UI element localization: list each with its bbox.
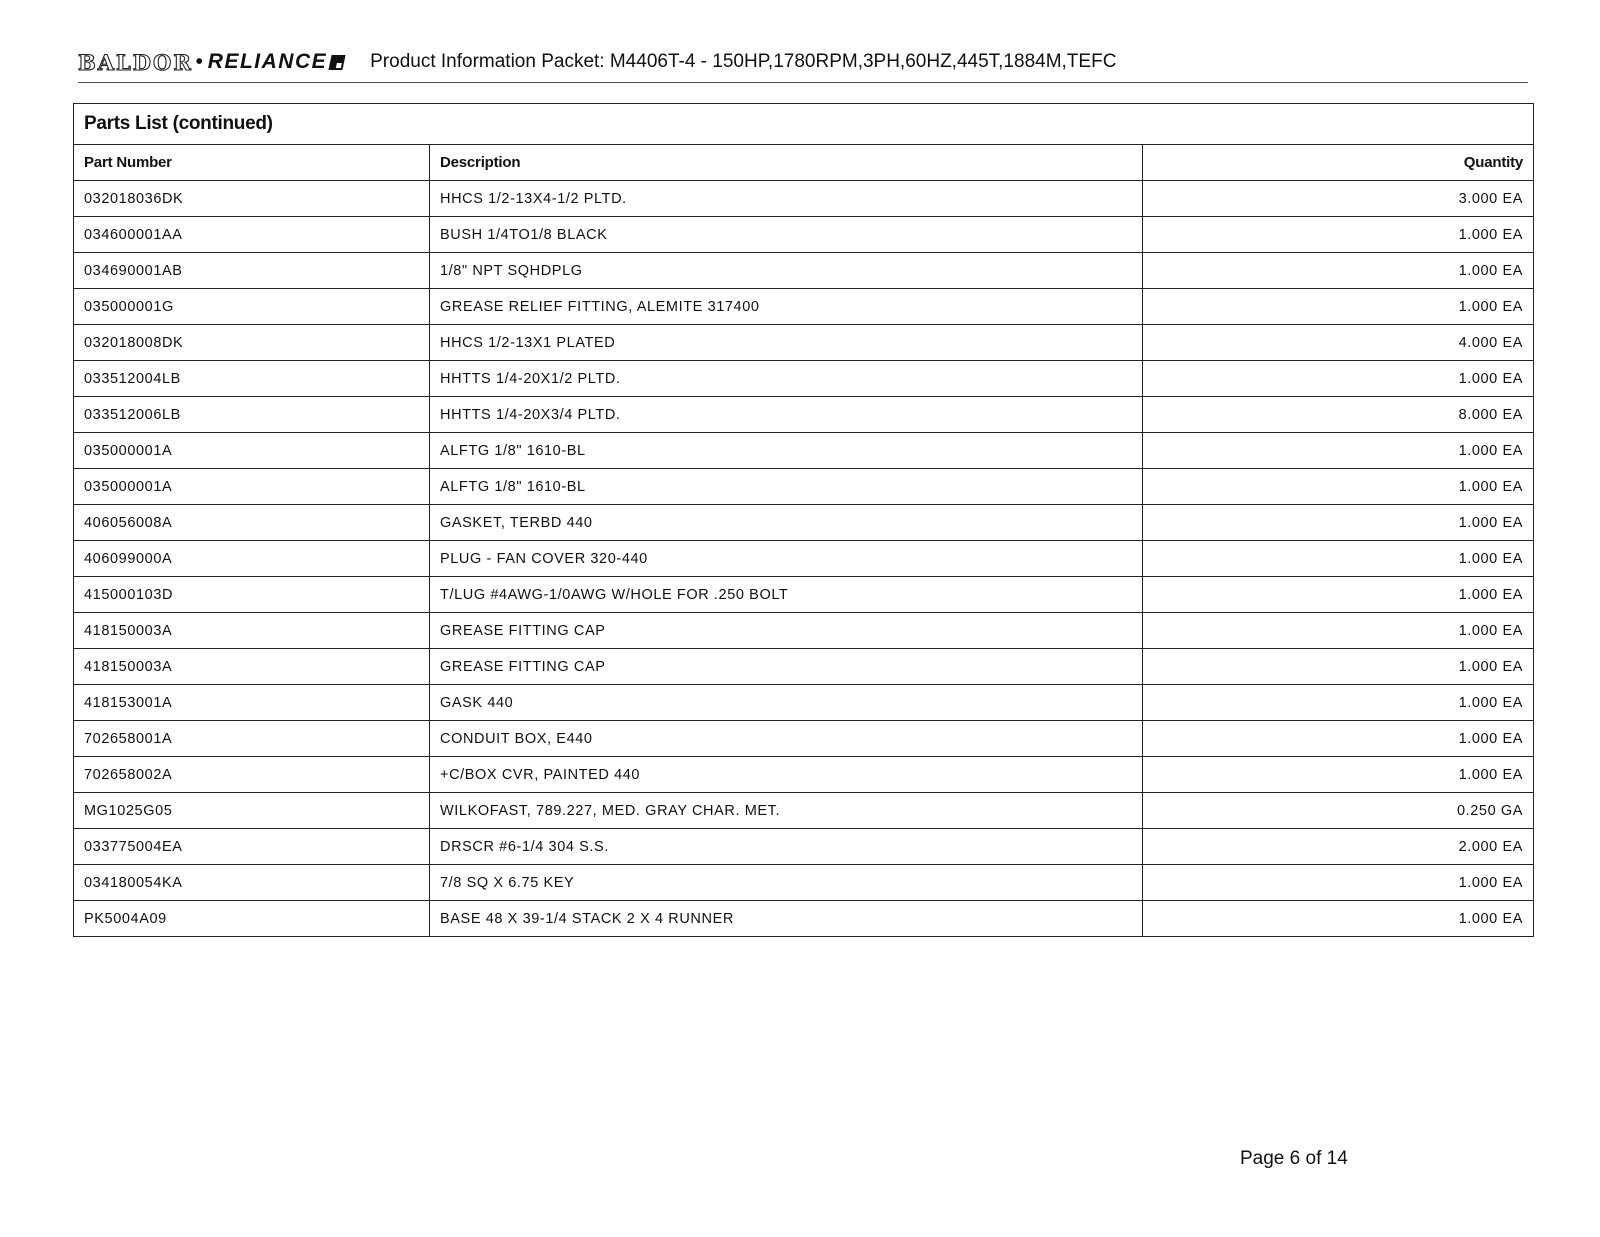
quantity-cell: 1.000 EA [1143,757,1534,793]
description-cell: HHTTS 1/4-20X3/4 PLTD. [430,397,1143,433]
quantity-cell: 1.000 EA [1143,289,1534,325]
part-number-cell: 032018008DK [74,325,430,361]
table-row [74,541,1534,577]
quantity-cell: 3.000 EA [1143,181,1534,217]
description-cell: 1/8" NPT SQHDPLG [430,253,1143,289]
quantity-cell: 0.250 GA [1143,793,1534,829]
part-number-cell: 702658002A [74,757,430,793]
description-cell: DRSCR #6-1/4 304 S.S. [430,829,1143,865]
part-number-cell: 034180054KA [74,865,430,901]
logo-reliance-text: RELIANCE [207,50,328,73]
logo-baldor-text: BALDOR [78,49,193,75]
table-row [74,757,1534,793]
table-row [74,829,1534,865]
table-row [74,217,1534,253]
quantity-cell: 1.000 EA [1143,541,1534,577]
quantity-cell: 1.000 EA [1143,505,1534,541]
part-number-cell: 415000103D [74,577,430,613]
quantity-cell: 1.000 EA [1143,469,1534,505]
part-number-cell: 702658001A [74,721,430,757]
description-cell: GASKET, TERBD 440 [430,505,1143,541]
table-row [74,433,1534,469]
description-cell: WILKOFAST, 789.227, MED. GRAY CHAR. MET. [430,793,1143,829]
page-title: Product Information Packet: M4406T-4 - 150HP,1780RPM,3PH,60HZ,445T,1884M,TEFC [370,51,1117,72]
quantity-cell: 1.000 EA [1143,253,1534,289]
table-row [74,469,1534,505]
description-cell: BASE 48 X 39-1/4 STACK 2 X 4 RUNNER [430,901,1143,937]
column-header-part-number: Part Number [74,145,430,181]
description-cell: T/LUG #4AWG-1/0AWG W/HOLE FOR .250 BOLT [430,577,1143,613]
description-cell: +C/BOX CVR, PAINTED 440 [430,757,1143,793]
part-number-cell: 034690001AB [74,253,430,289]
quantity-cell: 1.000 EA [1143,721,1534,757]
part-number-cell: 406056008A [74,505,430,541]
table-row [74,613,1534,649]
table-row [74,505,1534,541]
part-number-cell: 035000001A [74,469,430,505]
part-number-cell: 032018036DK [74,181,430,217]
description-cell: PLUG - FAN COVER 320-440 [430,541,1143,577]
table-row [74,361,1534,397]
quantity-cell: 1.000 EA [1143,649,1534,685]
part-number-cell: MG1025G05 [74,793,430,829]
part-number-cell: 033775004EA [74,829,430,865]
part-number-cell: 033512004LB [74,361,430,397]
description-cell: HHCS 1/2-13X4-1/2 PLTD. [430,181,1143,217]
quantity-cell: 1.000 EA [1143,685,1534,721]
quantity-cell: 4.000 EA [1143,325,1534,361]
description-cell: CONDUIT BOX, E440 [430,721,1143,757]
table-row [74,397,1534,433]
part-number-cell: 418153001A [74,685,430,721]
table-header-row [74,145,1534,181]
table-row [74,181,1534,217]
description-cell: GREASE FITTING CAP [430,649,1143,685]
quantity-cell: 1.000 EA [1143,865,1534,901]
part-number-cell: 034600001AA [74,217,430,253]
table-row [74,865,1534,901]
description-cell: GREASE FITTING CAP [430,613,1143,649]
reliance-mark-icon [329,55,346,70]
quantity-cell: 2.000 EA [1143,829,1534,865]
description-cell: ALFTG 1/8" 1610-BL [430,433,1143,469]
description-cell: GASK 440 [430,685,1143,721]
quantity-cell: 1.000 EA [1143,613,1534,649]
description-cell: HHTTS 1/4-20X1/2 PLTD. [430,361,1143,397]
table-row [74,721,1534,757]
description-cell: ALFTG 1/8" 1610-BL [430,469,1143,505]
table-caption-row [74,104,1534,145]
table-row [74,325,1534,361]
description-cell: GREASE RELIEF FITTING, ALEMITE 317400 [430,289,1143,325]
baldor-reliance-logo [78,48,344,76]
description-cell: 7/8 SQ X 6.75 KEY [430,865,1143,901]
table-row [74,793,1534,829]
table-caption: Parts List (continued) [74,104,1534,145]
quantity-cell: 8.000 EA [1143,397,1534,433]
page-header [78,48,1528,83]
part-number-cell: 033512006LB [74,397,430,433]
column-header-quantity: Quantity [1143,145,1534,181]
parts-list-table [73,103,1534,937]
quantity-cell: 1.000 EA [1143,361,1534,397]
part-number-cell: 418150003A [74,649,430,685]
table-row [74,685,1534,721]
part-number-cell: PK5004A09 [74,901,430,937]
quantity-cell: 1.000 EA [1143,577,1534,613]
part-number-cell: 035000001G [74,289,430,325]
quantity-cell: 1.000 EA [1143,901,1534,937]
page-number: Page 6 of 14 [1240,1148,1348,1169]
table-row [74,289,1534,325]
part-number-cell: 035000001A [74,433,430,469]
column-header-description: Description [430,145,1143,181]
part-number-cell: 406099000A [74,541,430,577]
logo-separator-dot: • [195,50,204,73]
part-number-cell: 418150003A [74,613,430,649]
quantity-cell: 1.000 EA [1143,433,1534,469]
table-row [74,577,1534,613]
description-cell: BUSH 1/4TO1/8 BLACK [430,217,1143,253]
table-row [74,901,1534,937]
table-row [74,253,1534,289]
table-row [74,649,1534,685]
quantity-cell: 1.000 EA [1143,217,1534,253]
description-cell: HHCS 1/2-13X1 PLATED [430,325,1143,361]
